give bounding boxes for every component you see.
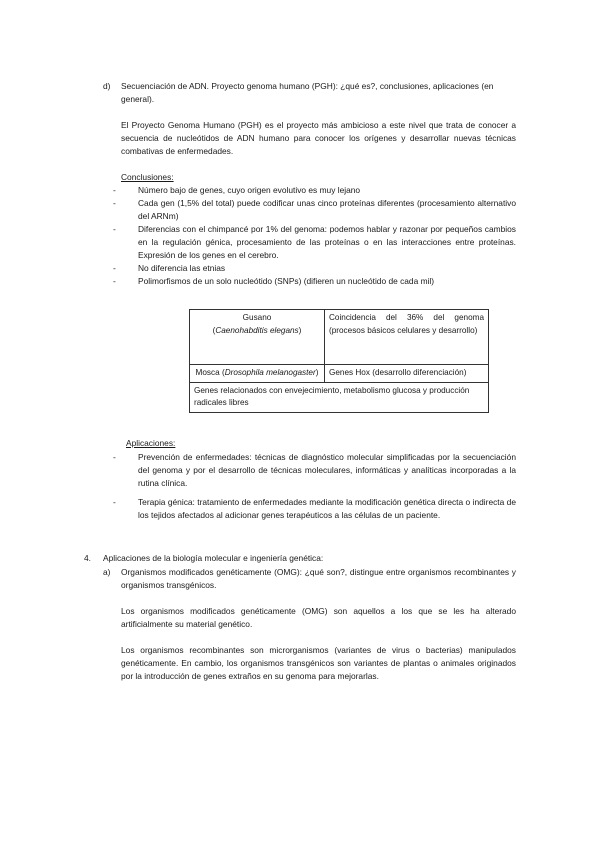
table-row: [190, 310, 489, 365]
dash-bullet: -: [113, 452, 116, 462]
list-item: - Diferencias con el chimpancé por 1% del genoma: podemos hablar y razonar por pequeños cambios en la regulación génica, procesamiento de las proteínas o en las interacciones entre proteínas. Expresión de los genes en el cerebro.: [113, 224, 516, 260]
dash-bullet: -: [113, 185, 116, 195]
dash-bullet: -: [113, 497, 116, 507]
section-4a-marker: a): [103, 567, 111, 577]
section-4a-heading: Organismos modificados genéticamente (OMG): ¿qué son?, distingue entre organismos recombinantes y organismos transgénicos.: [121, 567, 516, 590]
organism-name: Gusano: [242, 313, 272, 322]
list-item: - Prevención de enfermedades: técnicas de diagnóstico molecular simplificadas por la secuenciación del genoma y por el desarrollo de técnicas moleculares, informáticas y analíticas incorporadas a la rutina clínica.: [113, 452, 516, 488]
organism-name-species: Mosca (Drosophila melanogaster): [195, 368, 319, 377]
applications-list: [113, 451, 516, 522]
organism-species: (Caenohabditis elegans): [212, 325, 302, 335]
table-row: [190, 365, 489, 383]
list-item: - Polimorfismos de un solo nucleótido (SNPs) (difieren un nucleótido de cada mil): [113, 276, 435, 286]
genome-comparison-table: [189, 309, 489, 413]
list-item: - Terapia génica: tratamiento de enfermedades mediante la modificación genética directa o indirecta de los tejidos afectados al adicionar genes terapéuticos a las células de un paciente.: [113, 497, 516, 520]
dash-bullet: -: [113, 198, 116, 208]
section-d-marker: d): [103, 81, 111, 91]
dash-bullet: -: [113, 276, 116, 286]
section-4-heading: Aplicaciones de la biología molecular e ingeniería genética:: [103, 553, 324, 563]
list-item: - Cada gen (1,5% del total) puede codificar unas cinco proteínas diferentes (procesamiento alternativo del ARNm): [113, 198, 516, 221]
conclusions-list: [113, 184, 516, 288]
dash-bullet: -: [113, 263, 116, 273]
table-cell: [190, 365, 325, 383]
dash-bullet: -: [113, 224, 116, 234]
recombinant-transgenic-paragraph: Los organismos recombinantes son microrganismos (variantes de virus o bacterias) manipulados genéticamente. En cambio, los organismos transgénicos son variantes de plantas o animales originados por la introducción de genes extraños en su genoma para mejorarlas.: [121, 645, 516, 681]
table-cell: Coincidencia del 36% del genoma (procesos básicos celulares y desarrollo): [325, 310, 489, 365]
pgh-intro-paragraph: El Proyecto Genoma Humano (PGH) es el proyecto más ambicioso a este nivel que trata de conocer a secuencia de nucleótidos de ADN humano para conocer los orígenes y desarrollar nuevas técnicas combativas de enfermedades.: [121, 120, 516, 156]
applications-title: Aplicaciones:: [126, 438, 176, 448]
table-cell: Genes relacionados con envejecimiento, metabolismo glucosa y producción radicales libres: [190, 382, 489, 412]
table-cell: [190, 310, 325, 365]
conclusions-title: Conclusiones:: [121, 172, 174, 182]
list-item: - Número bajo de genes, cuyo origen evolutivo es muy lejano: [113, 185, 361, 195]
section-4-number: 4.: [84, 553, 91, 563]
omg-definition-paragraph: Los organismos modificados genéticamente (OMG) son aquellos a los que se les ha alterado artificialmente su material genético.: [121, 606, 516, 629]
table-row: [190, 382, 489, 412]
list-item: - No diferencia las etnias: [113, 263, 226, 273]
section-d-heading: Secuenciación de ADN. Proyecto genoma humano (PGH): ¿qué es?, conclusiones, aplicaciones (en general).: [121, 81, 494, 104]
table-cell: Genes Hox (desarrollo diferenciación): [325, 365, 489, 383]
